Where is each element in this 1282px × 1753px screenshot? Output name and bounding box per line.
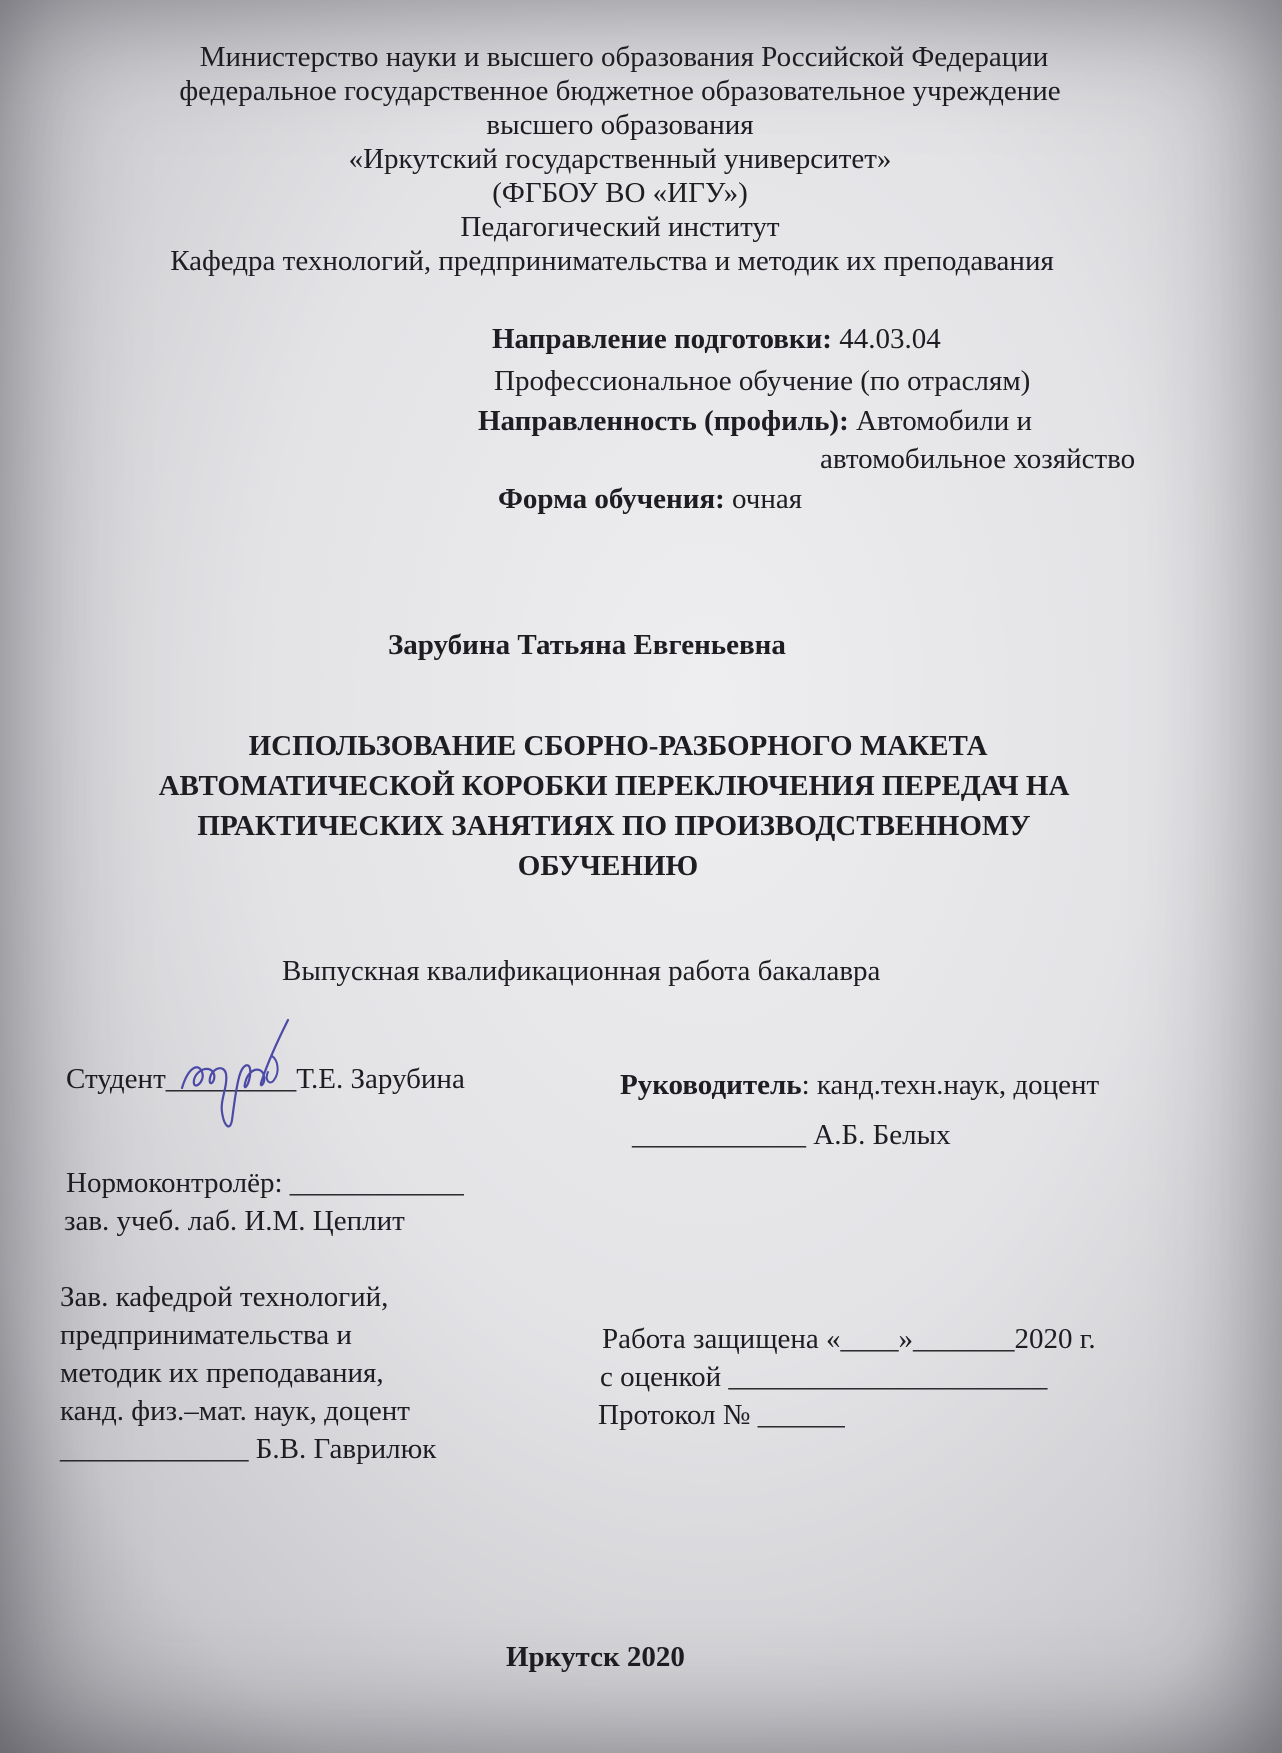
- student-name: Т.Е. Зарубина: [296, 1063, 465, 1095]
- defense-line-2: с оценкой ______________________: [600, 1361, 1048, 1393]
- institute-line: Педагогический институт: [460, 211, 780, 243]
- footer-city-year: Иркутск 2020: [506, 1641, 685, 1673]
- profile-label: Направленность (профиль):: [478, 405, 849, 437]
- direction-name: Профессиональное обучение (по отраслям): [494, 365, 1031, 397]
- work-type: Выпускная квалификационная работа бакалавра: [282, 955, 881, 987]
- department-line: Кафедра технологий, предпринимательства и методик их преподавания: [170, 245, 1054, 277]
- thesis-title-line-3: ПРАКТИЧЕСКИХ ЗАНЯТИЯХ ПО ПРОИЗВОДСТВЕННОМУ: [197, 810, 1031, 842]
- defense-line-3: Протокол № ______: [598, 1399, 845, 1431]
- thesis-title-line-2: АВТОМАТИЧЕСКОЙ КОРОБКИ ПЕРЕКЛЮЧЕНИЯ ПЕРЕДАЧ НА: [158, 770, 1070, 802]
- direction-code: 44.03.04: [831, 323, 941, 355]
- profile-value: Автомобили и: [848, 405, 1033, 437]
- abbreviation-line: (ФГБОУ ВО «ИГУ»): [492, 177, 748, 209]
- supervisor-rank: : канд.техн.наук, доцент: [801, 1069, 1100, 1101]
- form-value: очная: [724, 483, 803, 515]
- form-label: Форма обучения:: [498, 483, 725, 515]
- author-name: Зарубина Татьяна Евгеньевна: [388, 629, 786, 661]
- profile-value-continued: автомобильное хозяйство: [820, 443, 1136, 475]
- head-line-1: Зав. кафедрой технологий,: [60, 1281, 389, 1313]
- student-sign-blank: _________: [165, 1063, 297, 1095]
- university-line: «Иркутский государственный университет»: [348, 143, 892, 175]
- ministry-line: Министерство науки и высшего образования Российской Федерации: [199, 41, 1049, 73]
- normcontrol-line-2: зав. учеб. лаб. И.М. Цеплит: [64, 1205, 405, 1237]
- direction-row: [492, 322, 941, 356]
- student-signature: [180, 1016, 300, 1146]
- head-line-5: _____________ Б.В. Гаврилюк: [60, 1433, 437, 1465]
- profile-row: [478, 404, 1032, 438]
- head-line-4: канд. физ.–мат. наук, доцент: [60, 1395, 410, 1427]
- thesis-title-line-4: ОБУЧЕНИЮ: [517, 850, 699, 882]
- direction-label: Направление подготовки:: [492, 323, 832, 355]
- normcontrol-line-1: Нормоконтролёр: ____________: [66, 1167, 464, 1199]
- supervisor-sign-line: ____________ А.Б. Белых: [632, 1119, 951, 1151]
- student-label: Студент: [66, 1063, 166, 1095]
- education-level-line: высшего образования: [486, 109, 754, 141]
- head-line-3: методик их преподавания,: [60, 1357, 384, 1389]
- defense-line-1: Работа защищена «____»_______2020 г.: [602, 1323, 1096, 1355]
- thesis-title-line-1: ИСПОЛЬЗОВАНИЕ СБОРНО-РАЗБОРНОГО МАКЕТА: [248, 730, 988, 762]
- form-row: [498, 482, 802, 516]
- supervisor-row: [620, 1068, 1099, 1102]
- institution-type-line: федеральное государственное бюджетное образовательное учреждение: [179, 75, 1061, 107]
- supervisor-label: Руководитель: [620, 1069, 802, 1101]
- head-line-2: предпринимательства и: [60, 1319, 352, 1351]
